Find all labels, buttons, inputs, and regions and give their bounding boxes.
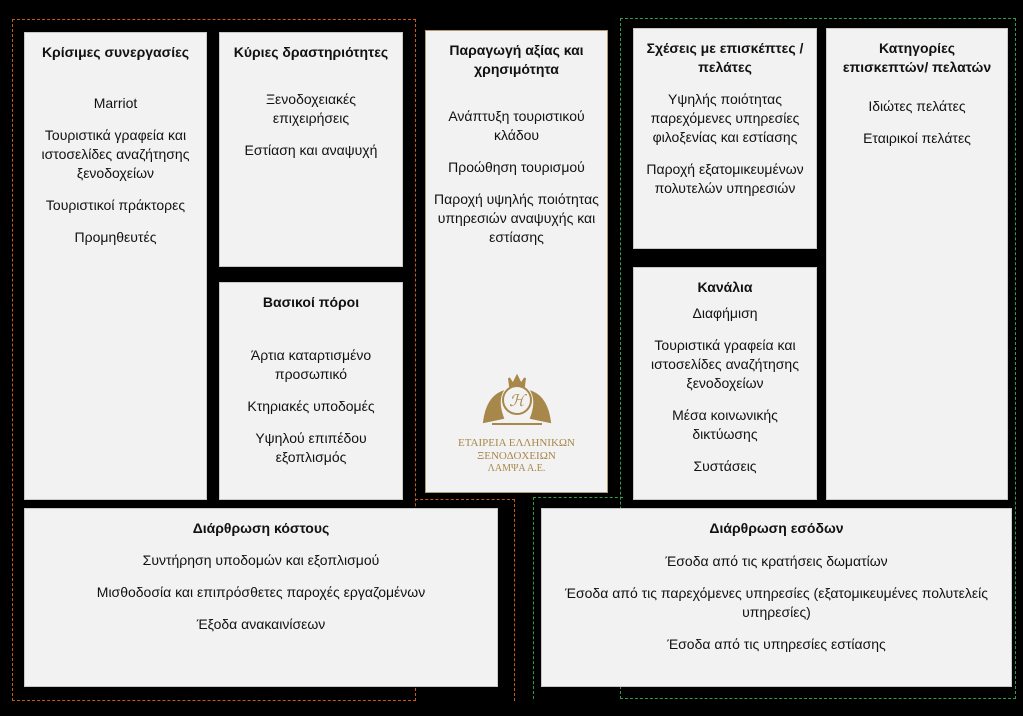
key-partner-item: Marriot <box>93 95 138 111</box>
logo-monogram: ℋ <box>508 393 525 410</box>
cost-item: Μισθοδοσία και επιπρόσθετες παροχές εργαζομένων <box>96 584 426 600</box>
cost-structure-block <box>24 508 498 687</box>
key-activities-block <box>219 32 403 267</box>
key-partner-item: Τουριστικά γραφεία και ιστοσελίδες αναζήτησης ξενοδοχείων <box>41 127 190 181</box>
relationship-item: Υψηλής ποιότητας παρεχόμενες υπηρεσίες φιλοξενίας και εστίασης <box>650 91 800 145</box>
customer-relationships-title: Σχέσεις με επισκέπτες / πελάτες <box>646 40 804 75</box>
channel-item: Τουριστικά γραφεία και ιστοσελίδες αναζήτησης ξενοδοχείων <box>651 337 799 391</box>
segment-item: Ιδιώτες πελάτες <box>868 98 966 114</box>
relationship-item: Παροχή εξατομικευμένων πολυτελών υπηρεσιών <box>646 161 804 196</box>
logo-text-line1: ΕΤΑΙΡΕΙΑ ΕΛΛΗΝΙΚΩΝ ΞΕΝΟΔΟΧΕΙΩΝ <box>457 437 576 462</box>
revenue-streams-block <box>541 508 1012 687</box>
key-activities-title: Κύριες δραστηριότητες <box>233 44 389 60</box>
value-proposition-title: Παραγωγή αξίας και χρησιμότητα <box>449 42 584 77</box>
customer-segments-title: Κατηγορίες επισκεπτών/ πελατών <box>842 40 992 75</box>
customer-relationships-block <box>633 28 817 249</box>
cost-item: Έξοδα ανακαινίσεων <box>196 616 326 632</box>
value-item: Παροχή υψηλής ποιότητας υπηρεσιών αναψυχής και εστίασης <box>434 191 599 245</box>
key-resource-item: Υψηλού επιπέδου εξοπλισμός <box>255 430 367 465</box>
value-proposition-block <box>425 30 608 493</box>
channel-item: Μέσα κοινωνικής δικτύωσης <box>672 407 778 442</box>
key-activity-item: Ξενοδοχειακές επιχειρήσεις <box>265 91 357 126</box>
key-partners-title: Κρίσιμες συνεργασίες <box>41 44 190 60</box>
key-partner-item: Προμηθευτές <box>74 229 157 245</box>
company-logo <box>426 366 607 475</box>
value-item: Ανάπτυξη τουριστικού κλάδου <box>448 108 585 143</box>
channels-block <box>633 267 817 500</box>
revenue-item: Έσοδα από τις υπηρεσίες εστίασης <box>667 636 886 652</box>
channel-item: Συστάσεις <box>693 458 757 474</box>
key-partners-block <box>24 32 207 500</box>
revenue-streams-title: Διάρθρωση εσόδων <box>709 520 844 536</box>
value-item: Προώθηση τουρισμού <box>448 159 585 175</box>
channel-item: Διαφήμιση <box>692 305 758 321</box>
segment-item: Εταιρικοί πελάτες <box>863 130 971 146</box>
revenue-item: Έσοδα από τις παρεχόμενες υπηρεσίες (εξατομικευμένες πολυτελείς υπηρεσίες) <box>565 585 988 620</box>
revenue-item: Έσοδα από τις κρατήσεις δωματίων <box>665 553 888 569</box>
logo-text-line2: ΛΑΜΨΑ Α.Ε. <box>487 463 546 474</box>
key-resources-title: Βασικοί πόροι <box>262 294 360 310</box>
key-resource-item: Άρτια καταρτισμένο προσωπικό <box>250 347 372 382</box>
customer-segments-block <box>826 28 1008 500</box>
key-partner-item: Τουριστικοί πράκτορες <box>45 197 186 213</box>
cost-structure-title: Διάρθρωση κόστους <box>192 520 330 536</box>
cost-item: Συντήρηση υποδομών και εξοπλισμού <box>142 552 380 568</box>
key-resources-block <box>219 282 403 500</box>
key-resource-item: Κτηριακές υποδομές <box>247 398 375 414</box>
key-activity-item: Εστίαση και αναψυχή <box>244 142 378 158</box>
channels-title: Κανάλια <box>697 279 753 295</box>
crest-icon <box>472 366 562 430</box>
